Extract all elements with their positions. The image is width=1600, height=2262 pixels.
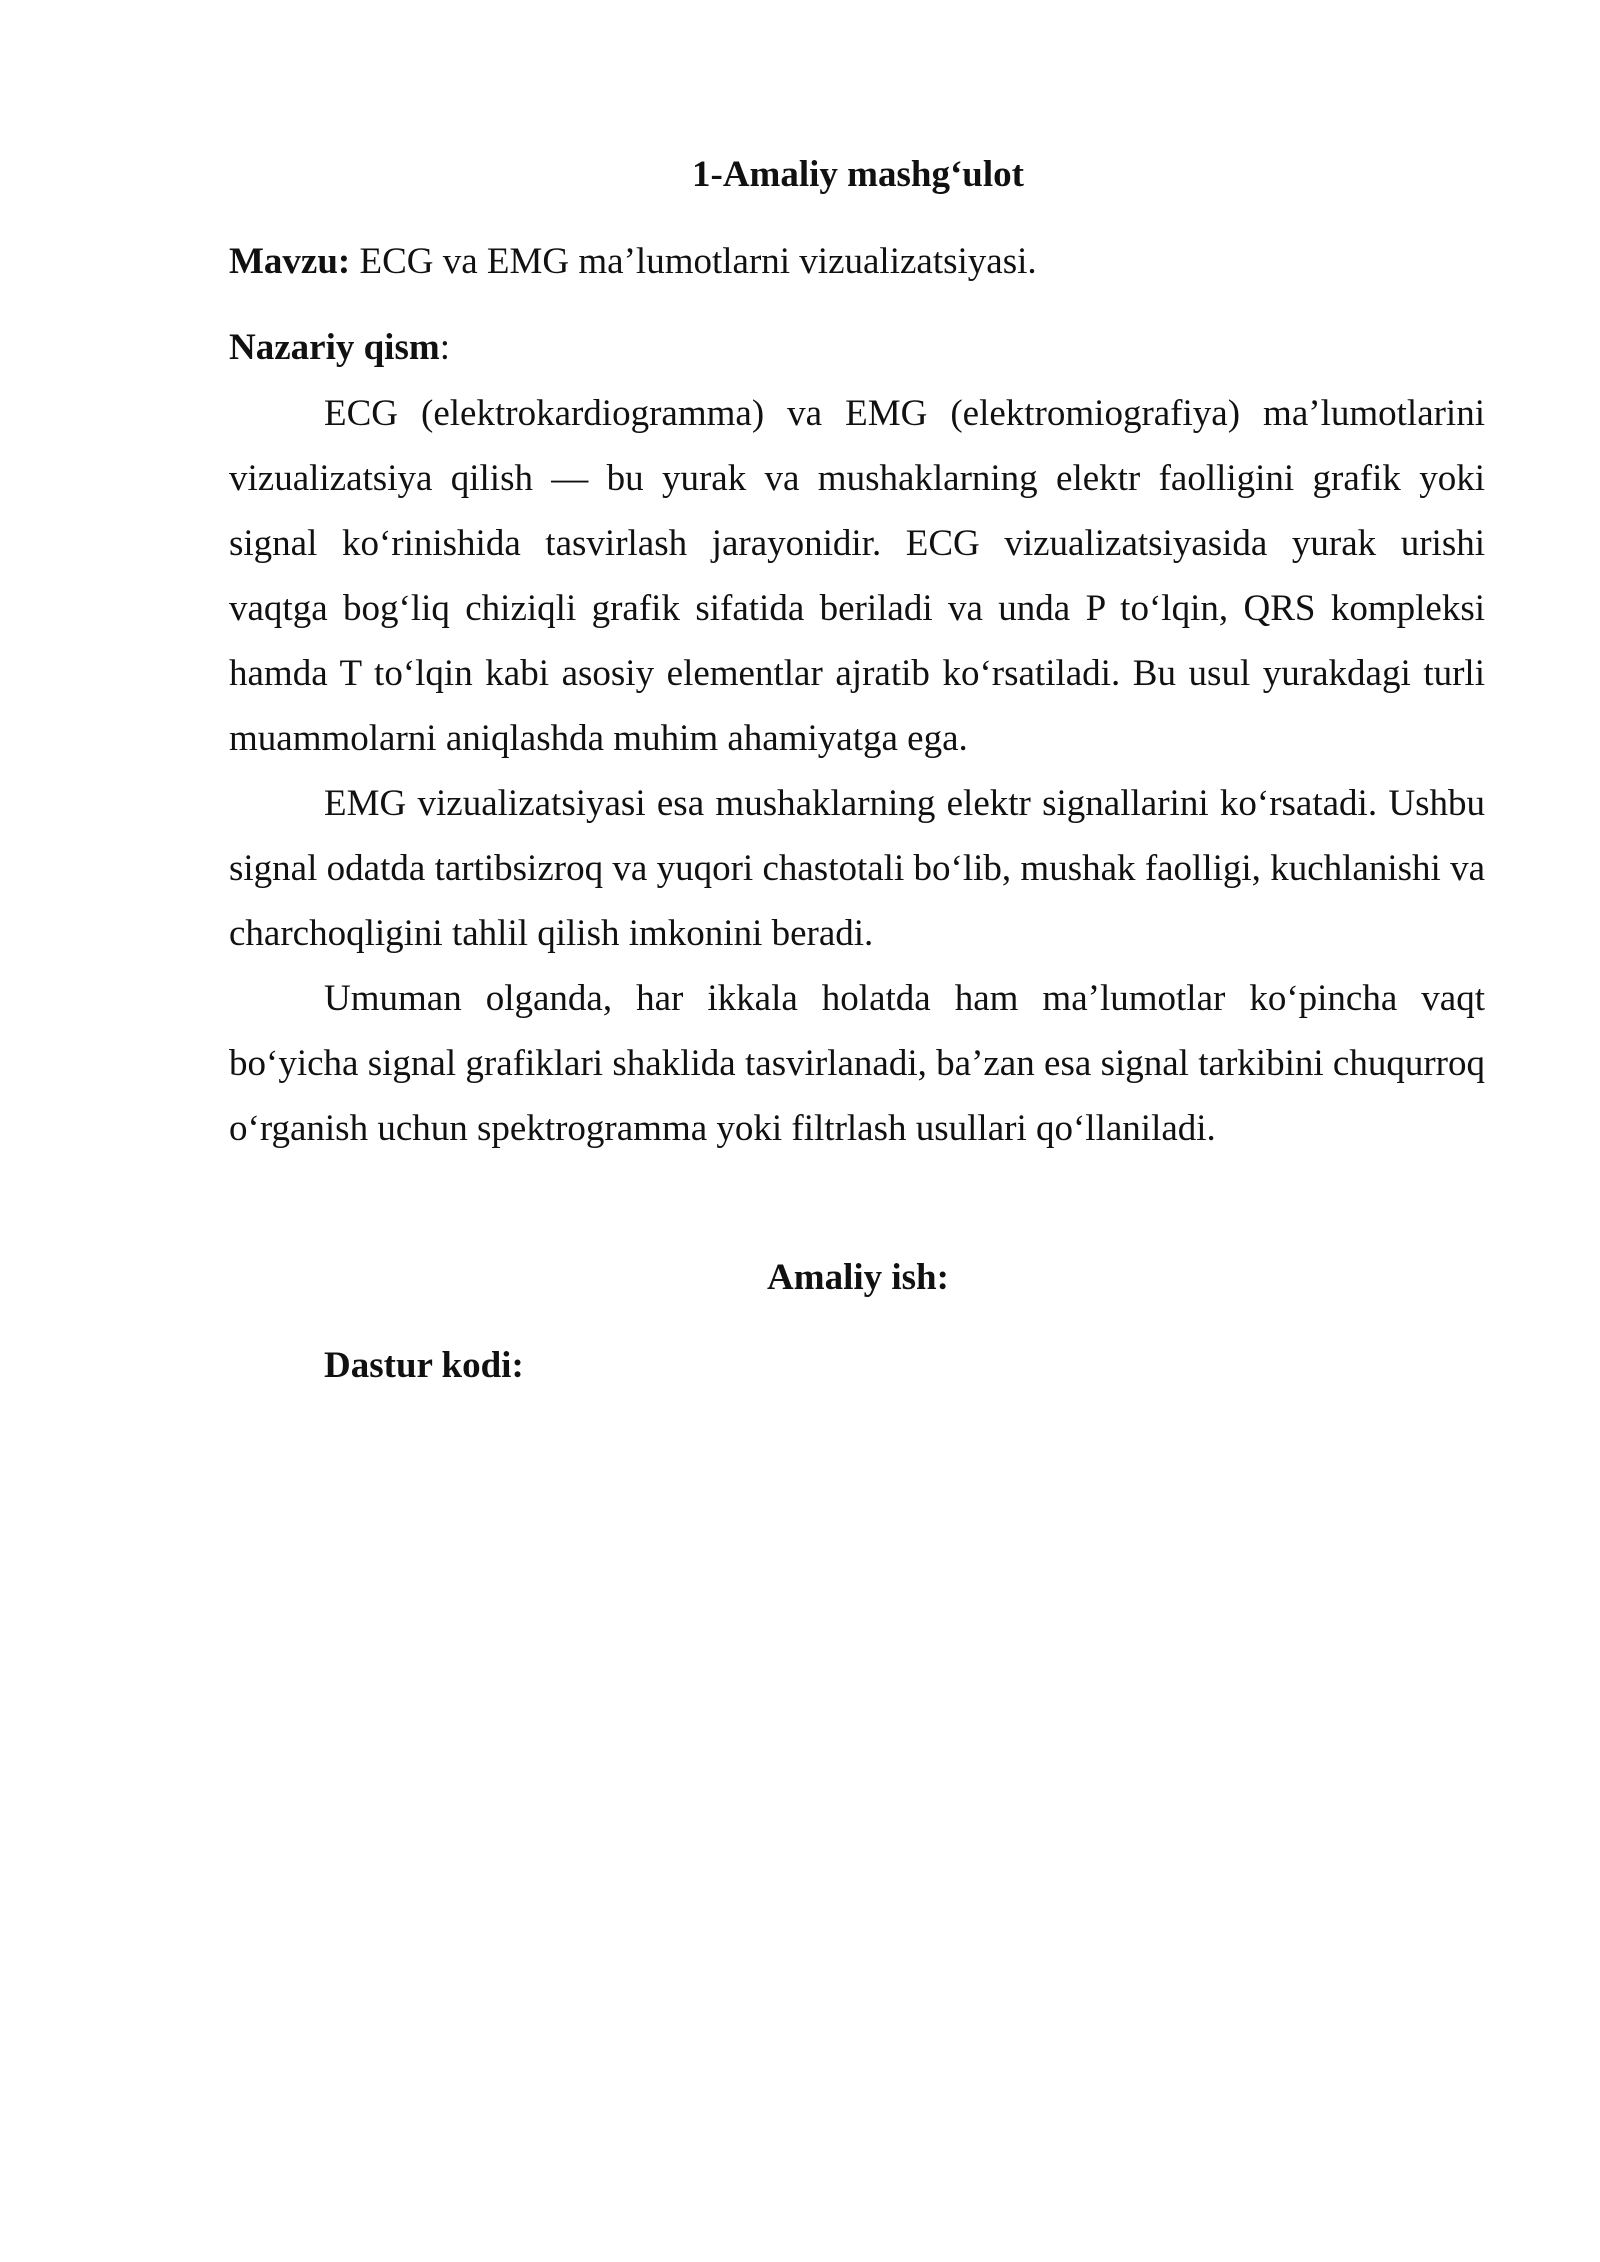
theory-paragraph-3: Umuman olganda, har ikkala holatda ham ma’lumotlar ko‘pincha vaqt bo‘yicha signal grafiklari shaklida tasvirlanadi, ba’zan esa signal tarkibini chuqurroq o‘rganish uchun spektrogramma yoki filtrlash usullari qo‘llaniladi. bbox=[229, 978, 1485, 1149]
topic-line bbox=[229, 238, 1037, 286]
theory-paragraph-2: EMG vizualizatsiyasi esa mushaklarning elektr signallarini ko‘rsatadi. Ushbu signal odatda tartibsizroq va yuqori chastotali bo‘lib, mushak faolligi, kuchlanishi va charchoqligini tahlil qilish imkonini beradi. bbox=[229, 783, 1485, 954]
topic-text: ECG va EMG ma’lumotlarni vizualizatsiyasi. bbox=[350, 241, 1037, 282]
code-label: Dastur kodi: bbox=[324, 1345, 524, 1386]
theory-label: Nazariy qism bbox=[229, 327, 440, 368]
theory-heading bbox=[229, 324, 450, 372]
practical-heading: Amaliy ish: bbox=[767, 1257, 949, 1298]
theory-paragraph-1: ECG (elektrokardiogramma) va EMG (elektromiografiya) ma’lumotlarini vizualizatsiya qilish — bu yurak va mushaklarning elektr faolligini grafik yoki signal ko‘rinishida tasvirlash jarayonidir. ECG vizualizatsiyasida yurak urishi vaqtga bog‘liq chiziqli grafik sifatida beriladi va unda P to‘lqin, QRS kompleksi hamda T to‘lqin kabi asosiy elementlar ajratib ko‘rsatiladi. Bu usul yurakdagi turli muammolarni aniqlashda muhim ahamiyatga ega. bbox=[229, 393, 1485, 759]
theory-colon: : bbox=[439, 327, 450, 368]
document-title: 1-Amaliy mashg‘ulot bbox=[692, 154, 1024, 195]
topic-label: Mavzu: bbox=[229, 241, 351, 282]
